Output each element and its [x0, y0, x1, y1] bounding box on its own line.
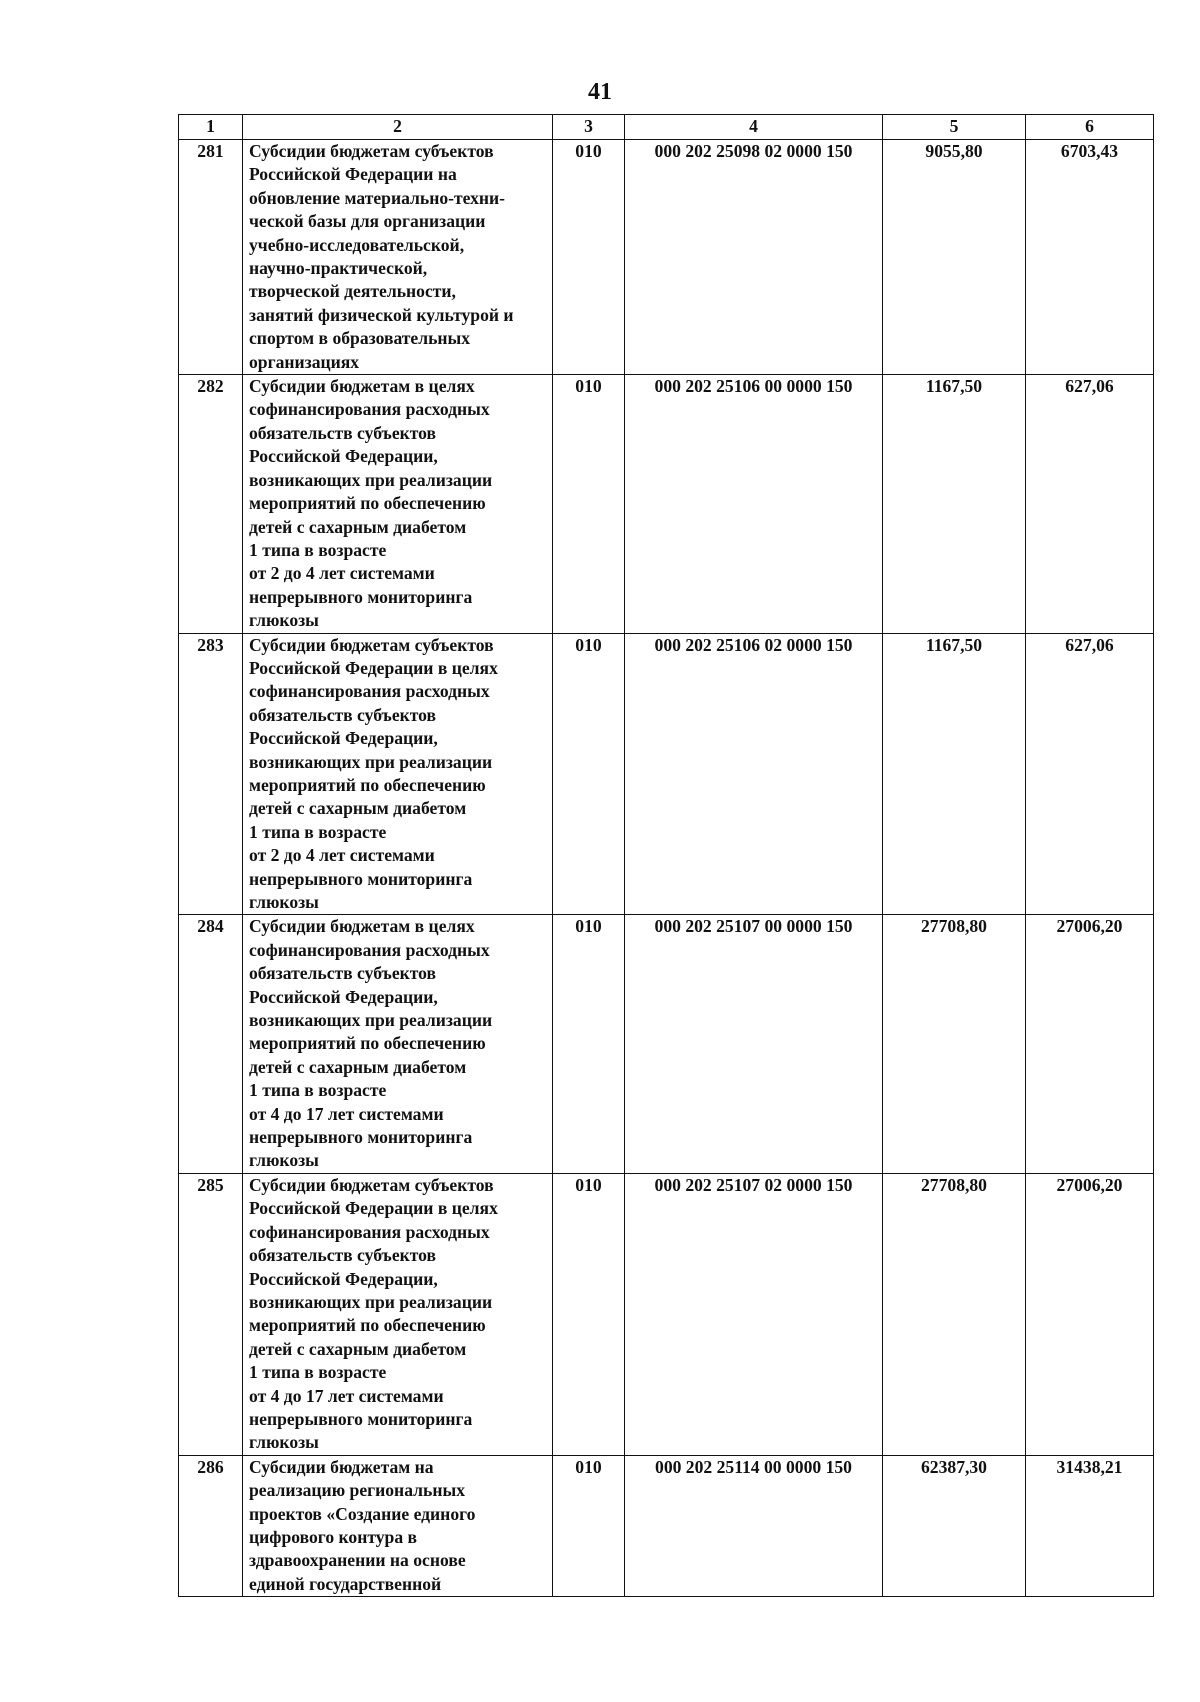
row-value-col5: 1167,50 [883, 633, 1026, 915]
row-number: 286 [179, 1455, 243, 1596]
row-description: Субсидии бюджетам субъектов Российской Федерации на обновление материально-техни- ческой базы для организации учебно-исследовательской, научно-практической, творческой деятельности, занятий физической культурой и спортом в образовательных организациях [243, 140, 553, 375]
row-value-col5: 1167,50 [883, 375, 1026, 633]
row-budget-code: 000 202 25114 00 0000 150 [625, 1455, 883, 1596]
row-value-col5: 9055,80 [883, 140, 1026, 375]
row-value-col6: 31438,21 [1026, 1455, 1154, 1596]
row-value-col5: 62387,30 [883, 1455, 1026, 1596]
table-row [179, 915, 1154, 1173]
table-row [179, 633, 1154, 915]
row-budget-code: 000 202 25098 02 0000 150 [625, 140, 883, 375]
row-value-col6: 27006,20 [1026, 915, 1154, 1173]
row-number: 284 [179, 915, 243, 1173]
row-description: Субсидии бюджетам на реализацию региональных проектов «Создание единого цифрового контура в здравоохранении на основе единой государственной [243, 1455, 553, 1596]
row-number: 282 [179, 375, 243, 633]
row-admin-code: 010 [553, 1173, 625, 1455]
page-number: 41 [588, 79, 612, 105]
row-value-col6: 627,06 [1026, 633, 1154, 915]
row-admin-code: 010 [553, 633, 625, 915]
header-col-1: 1 [179, 115, 243, 140]
table-row [179, 375, 1154, 633]
row-admin-code: 010 [553, 915, 625, 1173]
row-budget-code: 000 202 25107 00 0000 150 [625, 915, 883, 1173]
table-row [179, 1455, 1154, 1596]
header-col-4: 4 [625, 115, 883, 140]
row-value-col6: 6703,43 [1026, 140, 1154, 375]
header-col-5: 5 [883, 115, 1026, 140]
row-admin-code: 010 [553, 140, 625, 375]
row-value-col6: 27006,20 [1026, 1173, 1154, 1455]
row-description: Субсидии бюджетам субъектов Российской Федерации в целях софинансирования расходных обязательств субъектов Российской Федерации, возникающих при реализации мероприятий по обеспечению детей с сахарным диабетом 1 типа в возрасте от 4 до 17 лет системами непрерывного мониторинга глюкозы [243, 1173, 553, 1455]
row-admin-code: 010 [553, 1455, 625, 1596]
row-description: Субсидии бюджетам в целях софинансирования расходных обязательств субъектов Российской Федерации, возникающих при реализации мероприятий по обеспечению детей с сахарным диабетом 1 типа в возрасте от 2 до 4 лет системами непрерывного мониторинга глюкозы [243, 375, 553, 633]
row-budget-code: 000 202 25107 02 0000 150 [625, 1173, 883, 1455]
budget-table [178, 114, 1154, 1597]
row-description: Субсидии бюджетам субъектов Российской Федерации в целях софинансирования расходных обязательств субъектов Российской Федерации, возникающих при реализации мероприятий по обеспечению детей с сахарным диабетом 1 типа в возрасте от 2 до 4 лет системами непрерывного мониторинга глюкозы [243, 633, 553, 915]
header-col-3: 3 [553, 115, 625, 140]
header-col-2: 2 [243, 115, 553, 140]
row-value-col5: 27708,80 [883, 1173, 1026, 1455]
row-number: 283 [179, 633, 243, 915]
row-description: Субсидии бюджетам в целях софинансирования расходных обязательств субъектов Российской Федерации, возникающих при реализации мероприятий по обеспечению детей с сахарным диабетом 1 типа в возрасте от 4 до 17 лет системами непрерывного мониторинга глюкозы [243, 915, 553, 1173]
row-budget-code: 000 202 25106 00 0000 150 [625, 375, 883, 633]
row-number: 281 [179, 140, 243, 375]
row-budget-code: 000 202 25106 02 0000 150 [625, 633, 883, 915]
header-row [179, 115, 1154, 140]
header-col-6: 6 [1026, 115, 1154, 140]
row-admin-code: 010 [553, 375, 625, 633]
row-value-col6: 627,06 [1026, 375, 1154, 633]
row-value-col5: 27708,80 [883, 915, 1026, 1173]
table-row [179, 1173, 1154, 1455]
row-number: 285 [179, 1173, 243, 1455]
table-row [179, 140, 1154, 375]
